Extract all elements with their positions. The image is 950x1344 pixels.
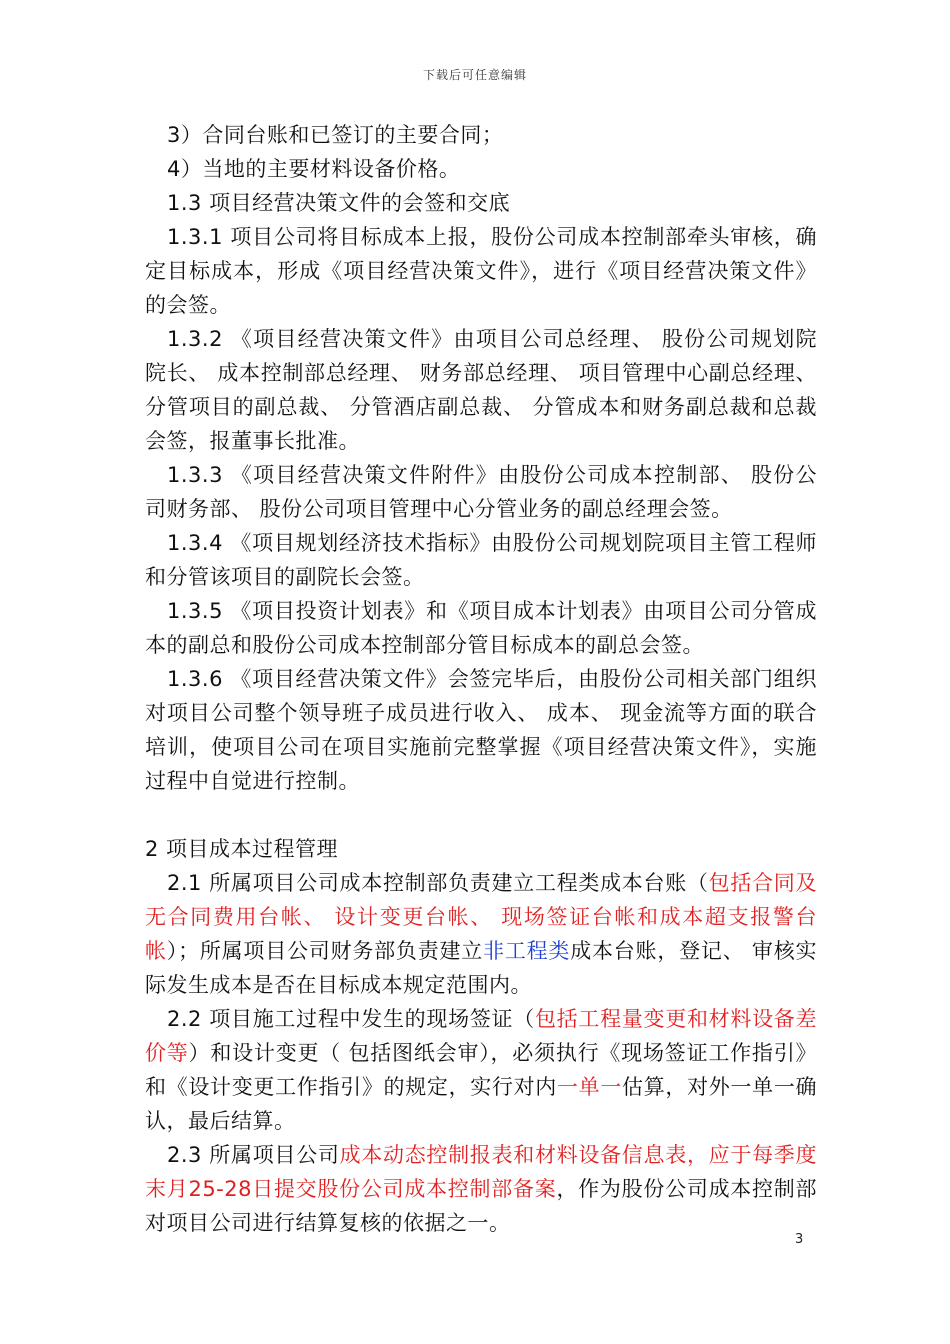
list-item-4: 4）当地的主要材料设备价格。 <box>167 157 461 181</box>
page-header: 下载后可任意编辑 <box>422 68 527 82</box>
paragraph-1-3-4: 1.3.4 《项目规划经济技术指标》由股份公司规划院项目主管工程师和分管该项目的副院长会签。 <box>145 531 817 589</box>
paragraph-2-3-text-a: 2.3 所属项目公司 <box>167 1143 340 1167</box>
paragraph-2-1-text-a: 2.1 所属项目公司成本控制部负责建立工程类成本台账（ <box>167 871 709 895</box>
paragraph-2-1 <box>145 866 817 1002</box>
paragraph-1-3-5: 1.3.5 《项目投资计划表》和《项目成本计划表》由项目公司分管成本的副总和股份公司成本控制部分管目标成本的副总会签。 <box>145 599 817 657</box>
section-heading-2: 2 项目成本过程管理 <box>145 837 339 861</box>
paragraph-2-2-highlight-red: 包括工程量变更和材料设备差价等 <box>145 1007 818 1065</box>
paragraph-2-2-text-a: 2.2 项目施工过程中发生的现场签证（ <box>167 1007 535 1031</box>
paragraph-2-3 <box>145 1138 817 1240</box>
paragraph-1-3-3: 1.3.3 《项目经营决策文件附件》由股份公司成本控制部、 股份公司财务部、 股份公司项目管理中心分管业务的副总经理会签。 <box>145 463 817 521</box>
document-body <box>145 118 817 1240</box>
paragraph-1-3-2: 1.3.2 《项目经营决策文件》由项目公司总经理、 股份公司规划院院长、 成本控制部总经理、 财务部总经理、 项目管理中心副总经理、 分管项目的副总裁、 分管酒店副总裁、 分管成本和财务副总裁和总裁会签，报董事长批准。 <box>145 327 817 453</box>
paragraph-2-2-text-c: ）和设计变更（ 包括图纸会审），必须执行《现场签证工作指引》和《设计变更工作指引》的规定，实行对内 <box>145 1041 817 1099</box>
paragraph-2-1-highlight-red: 包括合同及无合同费用台帐、 设计变更台帐、 现场签证台帐和成本超支报警台帐 <box>145 871 818 963</box>
paragraph-2-1-text-c: ）；所属项目公司财务部负责建立 <box>166 939 484 963</box>
paragraph-2-2 <box>145 1002 817 1138</box>
paragraph-2-2-highlight-red-2: 一单一 <box>556 1075 623 1099</box>
page-number: 3 <box>795 1232 804 1247</box>
paragraph-2-3-text-c: ，作为股份公司成本控制部对项目公司进行结算复核的依据之一。 <box>145 1177 817 1235</box>
paragraph-2-3-highlight-red: 成本动态控制报表和材料设备信息表，应于每季度末月25-28日提交股份公司成本控制部备案 <box>145 1143 818 1201</box>
paragraph-2-2-text-e: 估算，对外一单一确认，最后结算。 <box>145 1075 818 1133</box>
paragraph-1-3-1: 1.3.1 项目公司将目标成本上报，股份公司成本控制部牵头审核，确定目标成本，形成《项目经营决策文件》，进行《项目经营决策文件》的会签。 <box>145 225 817 317</box>
paragraph-1-3-6: 1.3.6 《项目经营决策文件》会签完毕后，由股份公司相关部门组织对项目公司整个领导班子成员进行收入、 成本、 现金流等方面的联合培训，使项目公司在项目实施前完整掌握《项目经营决策文件》，实施过程中自觉进行控制。 <box>145 667 817 793</box>
paragraph-2-1-text-e: 成本台账，登记、 审核实际发生成本是否在目标成本规定范围内。 <box>145 939 818 997</box>
paragraph-2-1-highlight-blue: 非工程类 <box>483 939 571 963</box>
list-item-3: 3）合同台账和已签订的主要合同； <box>167 123 504 147</box>
section-heading-1-3: 1.3 项目经营决策文件的会签和交底 <box>167 191 511 215</box>
